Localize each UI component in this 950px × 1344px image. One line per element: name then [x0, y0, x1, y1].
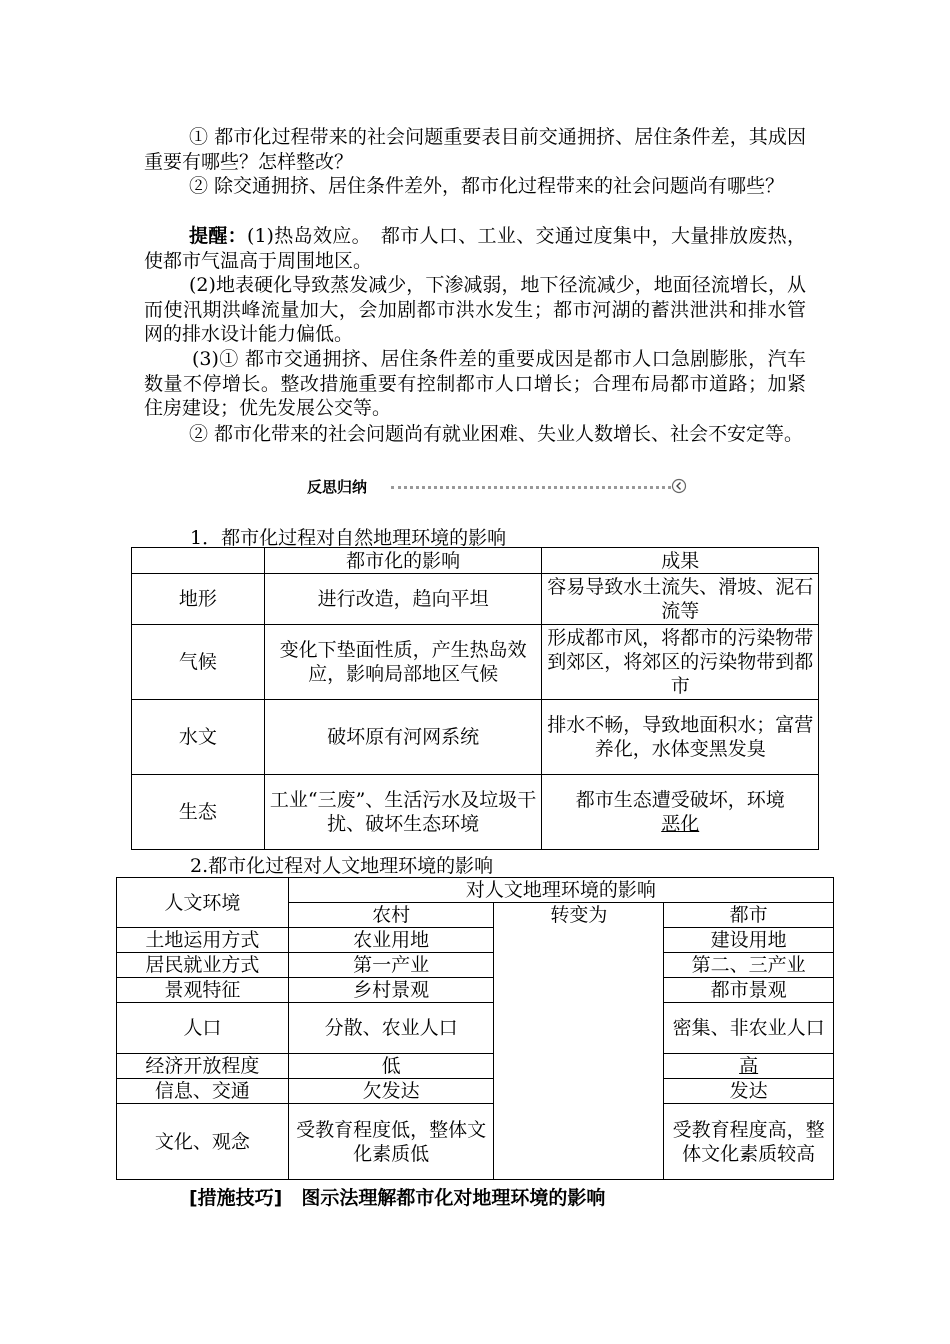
table-row — [117, 953, 834, 978]
table-cell: 水文 — [132, 700, 265, 775]
table-cell: 形成都市风，将都市的污染物带到郊区，将郊区的污染物带到都市 — [542, 625, 819, 700]
chevron-left-icon — [671, 478, 687, 494]
table-row — [117, 978, 834, 1003]
table-row — [117, 1079, 834, 1104]
hint-text: (1)热岛效应。 都市人口、工业、交通过度集中，大量排放废热，使都市气温高于周围地区。 — [144, 225, 806, 272]
table-cell: 信息、交通 — [117, 1079, 289, 1104]
table-cell: 生态 — [132, 775, 265, 850]
table-cell: 人口 — [117, 1003, 289, 1054]
table-cell: 工业“三废”、生活污水及垃圾干扰、破坏生态环境 — [264, 775, 542, 850]
table-header-cell: 农村 — [288, 903, 494, 928]
table-cell: 居民就业方式 — [117, 953, 289, 978]
table-row — [117, 928, 834, 953]
table-cell: 气候 — [132, 625, 265, 700]
table-cell: 容易导致水土流失、滑坡、泥石流等 — [542, 574, 819, 625]
table-cell: 景观特征 — [117, 978, 289, 1003]
table-row — [117, 1104, 834, 1180]
table-cell: 发达 — [664, 1079, 834, 1104]
table-cell: 受教育程度高，整体文化素质较高 — [664, 1104, 834, 1180]
table-cell: 进行改造，趋向平坦 — [264, 574, 542, 625]
divider-label: 反思归纳 — [307, 478, 368, 496]
table-cell: 排水不畅，导致地面积水；富营养化，水体变黑发臭 — [542, 700, 819, 775]
answer-3: (3)① 都市交通拥挤、居住条件差的重要成因是都市人口急剧膨胀，汽车数量不停增长。整改措施重要有控制都市人口增长；合理布局都市道路；加紧住房建设；优先发展公交等。 — [144, 348, 806, 419]
table-header-row — [117, 878, 834, 903]
table-row — [117, 1003, 834, 1054]
answer-3-2: ② 都市化带来的社会问题尚有就业困难、失业人数增长、社会不安定等。 — [189, 423, 804, 445]
table-cell: 土地运用方式 — [117, 928, 289, 953]
table-cell: 建设用地 — [664, 928, 834, 953]
table-header-cell: 成果 — [542, 548, 819, 574]
table-cell: 文化、观念 — [117, 1104, 289, 1180]
table-cell: 欠发达 — [288, 1079, 494, 1104]
table-cell: 都市景观 — [664, 978, 834, 1003]
change-column-cell: 转变为 — [494, 903, 664, 1180]
table-cell: 密集、非农业人口 — [664, 1003, 834, 1054]
human-impact-table — [116, 877, 834, 1180]
hint-paragraph — [144, 224, 806, 273]
method-tip-title: [措施技巧] 图示法理解都市化对地理环境的影响 — [189, 1187, 606, 1209]
table-cell: 乡村景观 — [288, 978, 494, 1003]
table-cell: 经济开放程度 — [117, 1054, 289, 1079]
table-header-cell: 人文环境 — [117, 878, 289, 928]
table-row — [132, 574, 819, 625]
table-row — [117, 1054, 834, 1079]
natural-impact-table — [131, 547, 819, 850]
table-row — [132, 700, 819, 775]
table-cell: 破坏原有河网系统 — [264, 700, 542, 775]
answer-2: (2)地表硬化导致蒸发减少，下渗减弱，地下径流减少，地面径流增长，从而使汛期洪峰流量加大，会加剧都市洪水发生；都市河湖的蓄洪泄洪和排水管网的排水设计能力偏低。 — [144, 274, 806, 345]
section2-title: 2.都市化过程对人文地理环境的影响 — [190, 855, 494, 877]
question-2: ② 除交通拥挤、居住条件差外，都市化过程带来的社会问题尚有哪些？ — [189, 175, 785, 197]
table-header-row — [132, 548, 819, 574]
cell-text: 都市生态遭受破坏，环境 — [575, 789, 785, 811]
table-header-cell — [132, 548, 265, 574]
table-cell: 地形 — [132, 574, 265, 625]
table-header-cell: 都市化的影响 — [264, 548, 542, 574]
hint-label: 提醒： — [189, 225, 248, 247]
table-header-cell: 对人文地理环境的影响 — [288, 878, 833, 903]
section-divider — [305, 474, 689, 498]
table-cell: 分散、农业人口 — [288, 1003, 494, 1054]
cell-text-underlined: 恶化 — [661, 813, 700, 835]
table-cell: 高 — [664, 1054, 834, 1079]
dotted-rule — [391, 486, 671, 489]
table-row — [132, 625, 819, 700]
table-cell: 受教育程度低，整体文化素质低 — [288, 1104, 494, 1180]
table-header-cell: 都市 — [664, 903, 834, 928]
section1-title: 1．都市化过程对自然地理环境的影响 — [190, 527, 507, 549]
table-cell: 变化下垫面性质，产生热岛效应，影响局部地区气候 — [264, 625, 542, 700]
question-1: ① 都市化过程带来的社会问题重要表目前交通拥挤、居住条件差，其成因重要有哪些？怎样整改？ — [144, 126, 806, 173]
table-cell: 低 — [288, 1054, 494, 1079]
table-cell: 第二、三产业 — [664, 953, 834, 978]
table-cell — [542, 775, 819, 850]
table-row — [132, 775, 819, 850]
table-cell: 第一产业 — [288, 953, 494, 978]
table-cell: 农业用地 — [288, 928, 494, 953]
